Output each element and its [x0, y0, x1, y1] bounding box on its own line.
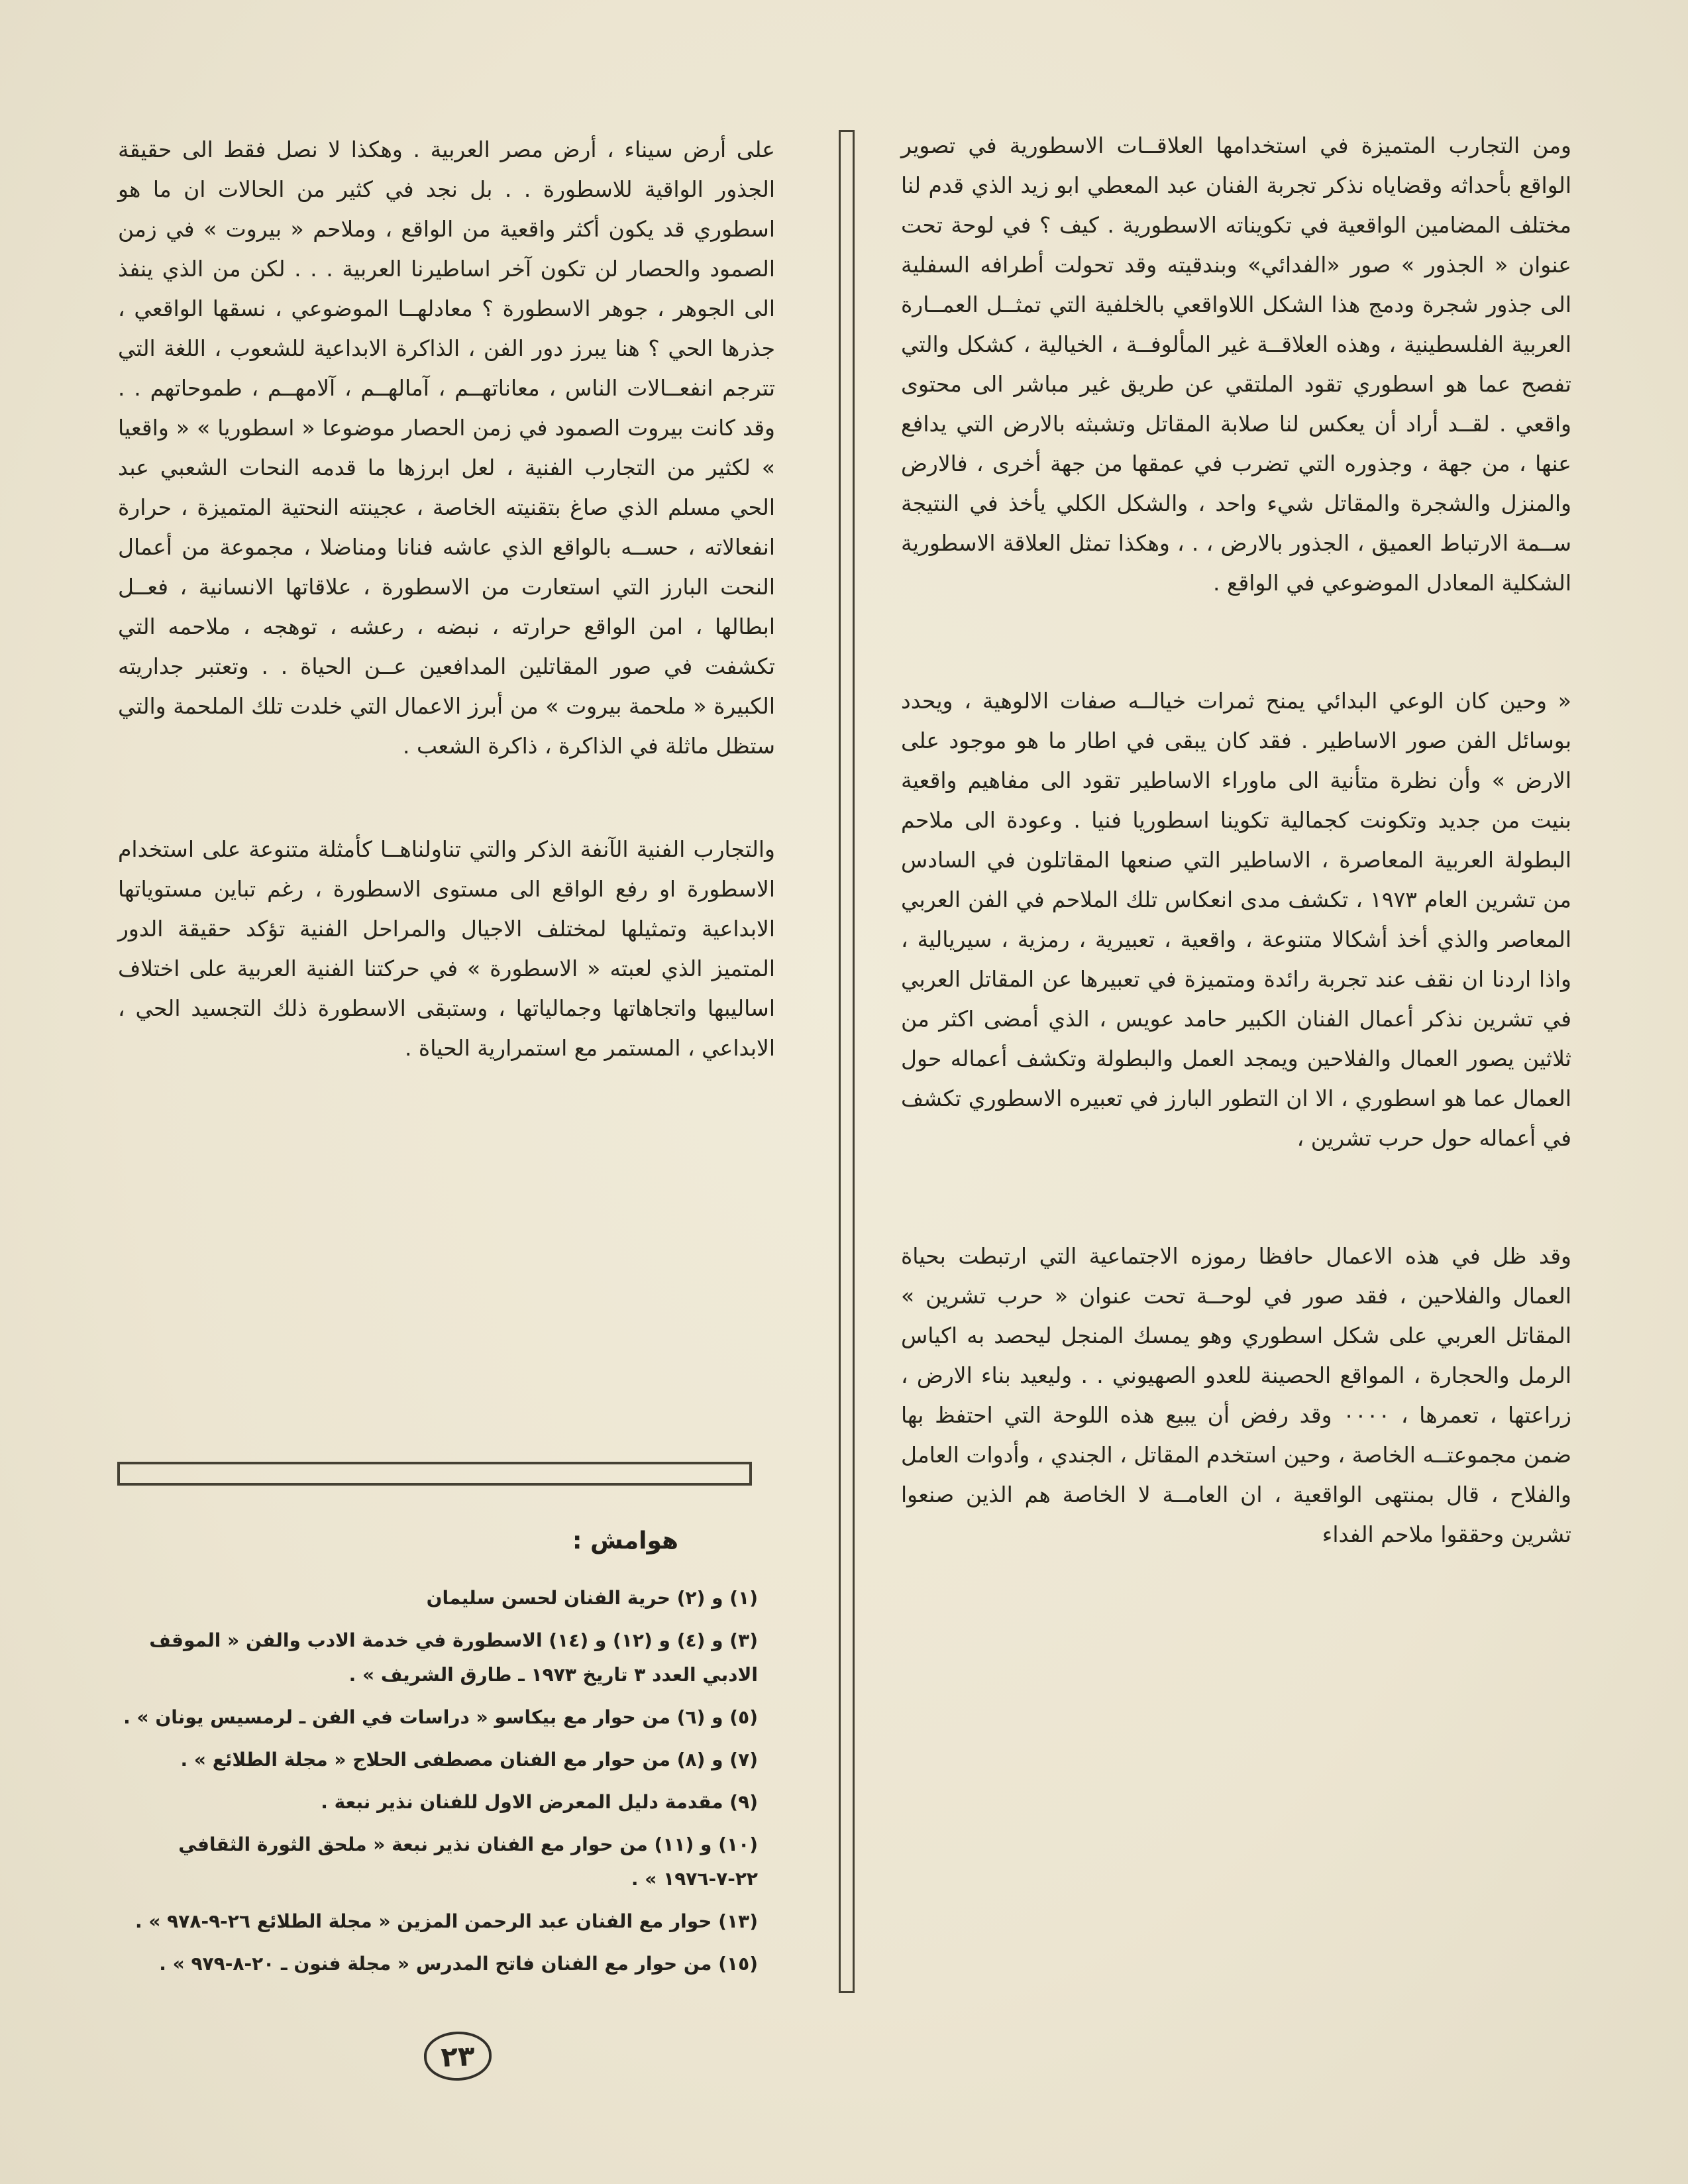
- footnote-item: (١) و (٢) حرية الفنان لحسن سليمان: [426, 1587, 758, 1609]
- right-text-column: [901, 126, 1571, 1555]
- footnote-item: (٣) و (٤) و (١٢) و (١٤) الاسطورة في خدمة الادب والفن « الموقف الادبي العدد ٣ تاريخ ١٩٧٣ ـ طارق الشريف » .: [149, 1629, 758, 1686]
- footnotes-section: [118, 1524, 758, 1989]
- footnote-item: (٥) و (٦) من حوار مع بيكاسو « دراسات في الفن ـ لرمسيس يونان » .: [123, 1706, 758, 1728]
- body-paragraph: وقد ظل في هذه الاعمال حافظا رموزه الاجتماعية التي ارتبطت بحياة العمال والفلاحين ، فقد صور في لوحــة تحت عنوان « حرب تشرين » المقاتل العربي على شكل اسطوري وهو يمسك المنجل ليحصد به اكياس الرمل والحجارة ، المواقع الحصينة للعدو الصهيوني . . وليعيد بناء الارض ، زراعتها ، تعمرها ، ٠٠٠٠ وقد رفض أن يبيع هذه اللوحة التي احتفظ بها ضمن مجموعتــه الخاصة ، وحين استخدم المقاتل ، الجندي ، وأدوات العامل والفلاح ، قال بمنتهى الواقعية ، ان العامــة لا الخاصة هم الذين صنعوا تشرين وحققوا ملاحم الفداء: [901, 1243, 1571, 1547]
- footnotes-title: هوامش :: [572, 1527, 678, 1555]
- footnote-item: (٩) مقدمة دليل المعرض الاول للفنان نذير نبعة .: [321, 1791, 758, 1813]
- body-paragraph: على أرض سيناء ، أرض مصر العربية . وهكذا لا نصل فقط الى حقيقة الجذور الواقية للاسطورة . . بل نجد في كثير من الحالات ان ما هو اسطوري قد يكون أكثر واقعية من الواقع ، وملاحم « بيروت » في زمن الصمود والحصار لن تكون آخر اساطيرنا العربية . . . لكن من الذي ينفذ الى الجوهر ، جوهر الاسطورة ؟ معادلهــا الموضوعي ، نسقها الواقعي ، جذرها الحي ؟ هنا يبرز دور الفن ، الذاكرة الابداعية للشعوب ، اللغة التي تترجم انفعــالات الناس ، معاناتهــم ، آمالهــم ، آلامهــم ، طموحاتهم . . وقد كانت بيروت الصمود في زمن الحصار موضوعا « اسطوريا » « واقعيا » لكثير من التجارب الفنية ، لعل ابرزها ما قدمه النحات الشعبي عبد الحي مسلم الذي صاغ بتقنيته الخاصة ، عجينته النحتية المتميزة ، حرارة انفعالاته ، حســه بالواقع الذي عاشه فنانا ومناضلا ، مجموعة من أعمال النحت البارز التي استعارت من الاسطورة ، علاقاتها الانسانية ، فعــل ابطالها ، امن الواقع حرارته ، نبضه ، رعشه ، توهجه ، ملاحمه التي تكشفت في صور المقاتلين المدافعين عــن الحياة . . وتعتبر جداريته الكبيرة « ملحمة بيروت » من أبرز الاعمال التي خلدت تلك الملحمة والتي ستظل ماثلة في الذاكرة ، ذاكرة الشعب .: [118, 136, 775, 759]
- body-paragraph: ومن التجارب المتميزة في استخدامها العلاقــات الاسطورية في تصوير الواقع بأحداثه وقضاياه نذكر تجربة الفنان عبد المعطي ابو زيد الذي قدم لنا مختلف المضامين الواقعية في تكويناته الاسطورية . كيف ؟ في لوحة تحت عنوان « الجذور » صور «الفدائي» وبندقيته وقد تحولت أطرافه السفلية الى جذور شجرة ودمج هذا الشكل اللاواقعي بالخلفية التي تمثــل العمــارة العربية الفلسطينية ، وهذه العلاقــة غير المألوفــة ، الخيالية ، كشكل والتي تفصح عما هو اسطوري تقود الملتقي عن طريق غير مباشر الى محتوى واقعي . لقــد أراد أن يعكس لنا صلابة المقاتل وتشبثه بالارض التي يدافع عنها ، من جهة ، وجذوره التي تضرب في عمقها من جهة أخرى ، فالارض والمنزل والشجرة والمقاتل شيء واحد ، والشكل الكلي يأخذ في النتيجة ســمة الارتباط العميق ، الجذور بالارض ، . ، وهكذا تمثل العلاقة الاسطورية الشكلية المعادل الموضوعي في الواقع .: [901, 133, 1571, 596]
- footnote-item: (٧) و (٨) من حوار مع الفنان مصطفى الحلاج « مجلة الطلائع » .: [180, 1749, 758, 1771]
- body-paragraph: « وحين كان الوعي البدائي يمنح ثمرات خيالــه صفات الالوهية ، ويحدد بوسائل الفن صور الاساطير . فقد كان يبقى في اطار ما هو موجود على الارض » وأن نظرة متأنية الى ماوراء الاساطير تقود الى مفاهيم واقعية بنيت من جديد وتكونت كجمالية تكوينا اسطوريا فنيا . وعودة الى ملاحم البطولة العربية المعاصرة ، الاساطير التي صنعها المقاتلون في السادس من تشرين العام ١٩٧٣ ، تكشف مدى انعكاس تلك الملاحم في الفن العربي المعاصر والذي أخذ أشكالا متنوعة ، واقعية ، تعبيرية ، رمزية ، سيريالية ، واذا اردنا ان نقف عند تجربة رائدة ومتميزة في تعبيرها عن المقاتل العربي في تشرين نذكر أعمال الفنان الكبير حامد عويس ، الذي أمضى اكثر من ثلاثين يصور العمال والفلاحين ويمجد العمل والبطولة وتكشف أعماله حول العمال عما هو اسطوري ، الا ان التطور البارز في تعبيره الاسطوري تكشف في أعماله حول حرب تشرين ،: [901, 688, 1571, 1151]
- footnote-item: (١٠) و (١١) من حوار مع الفنان نذير نبعة « ملحق الثورة الثقافي ٢٢-٧-١٩٧٦ » .: [178, 1833, 758, 1890]
- left-text-column: [118, 130, 775, 1068]
- column-divider-rule: [839, 130, 855, 1993]
- footnote-item: (١٣) حوار مع الفنان عبد الرحمن المزين « مجلة الطلائع ٢٦-٩-٩٧٨ » .: [134, 1910, 758, 1932]
- footnotes-divider-bar: [117, 1462, 752, 1486]
- footnote-item: (١٥) من حوار مع الفنان فاتح المدرس « مجلة فنون ـ ٢٠-٨-٩٧٩ » .: [159, 1953, 758, 1975]
- page-number-badge: [423, 2030, 493, 2082]
- body-paragraph: والتجارب الفنية الآنفة الذكر والتي تناولناهــا كأمثلة متنوعة على استخدام الاسطورة او رفع الواقع الى مستوى الاسطورة ، رغم تباين مستوياتها الابداعية وتمثيلها لمختلف الاجيال والمراحل الفنية تؤكد حقيقة الدور المتميز الذي لعبته « الاسطورة » في حركتنا الفنية العربية على اختلاف اساليبها واتجاهاتها وجمالياتها ، وستبقى الاسطورة ذلك التجسيد الحي ، الابداعي ، المستمر مع استمرارية الحياة .: [118, 836, 775, 1061]
- page-number: ٢٣: [440, 2039, 476, 2073]
